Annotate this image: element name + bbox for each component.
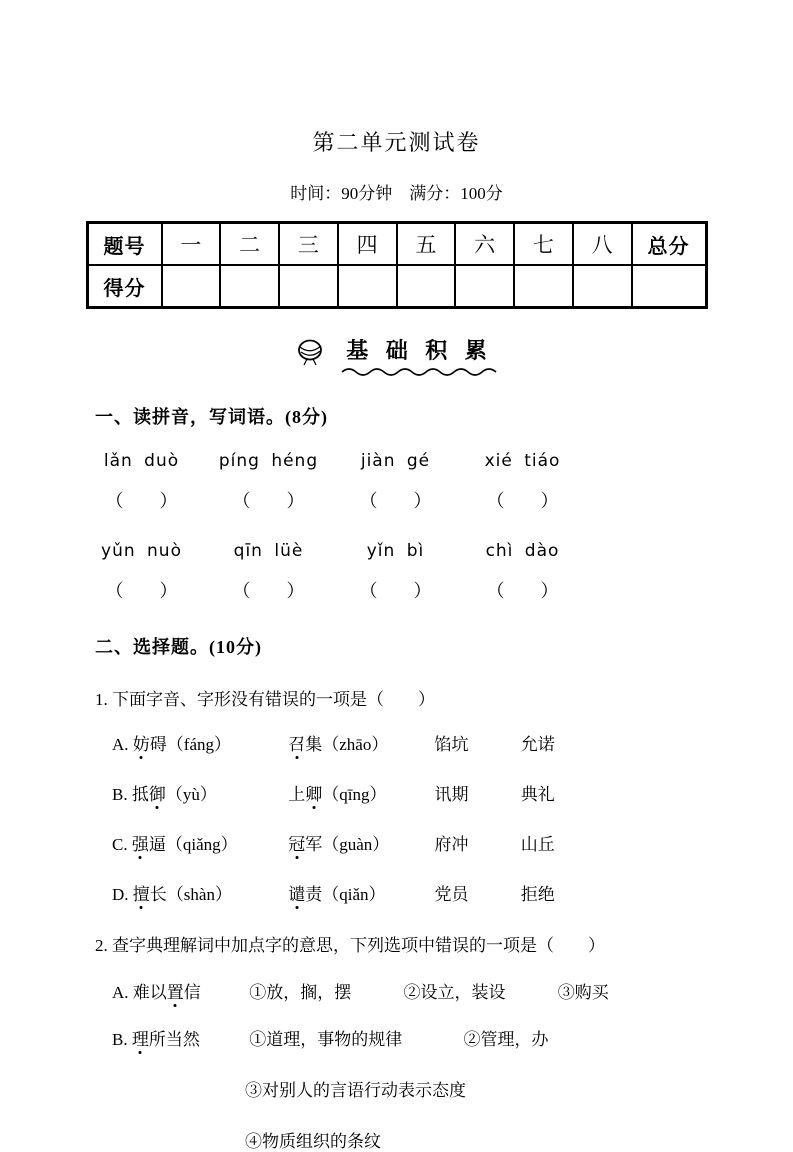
score-table-header-row xyxy=(87,223,706,266)
meaning-item: ②设立，装设 xyxy=(403,983,506,1002)
section-title: 基 础 积 累 xyxy=(346,338,493,363)
answer-blank: （ ） xyxy=(232,581,305,601)
score-cell xyxy=(220,265,279,308)
sub-question-2-title: 2. 查字典理解词中加点字的意思，下列选项中错误的一项是（ ） xyxy=(95,936,605,955)
score-table-header-cell: 四 xyxy=(338,223,397,266)
score-table-score-row xyxy=(87,265,706,308)
score-table-header-cell: 总分 xyxy=(632,223,707,266)
score-cell xyxy=(632,265,707,308)
score-table-header-cell: 六 xyxy=(455,223,514,266)
meaning-item: ②管理，办 xyxy=(463,1030,549,1049)
pinyin-item: xié tiáo xyxy=(484,451,561,471)
score-cell xyxy=(162,265,221,308)
meaning-item: ③购买 xyxy=(557,983,609,1002)
option-item: 府冲 xyxy=(434,835,469,854)
score-table-header-cell: 题号 xyxy=(87,223,162,266)
score-cell xyxy=(514,265,573,308)
meaning-row-a xyxy=(112,978,793,1003)
score-table-header-cell: 八 xyxy=(573,223,632,266)
answer-blank: （ ） xyxy=(359,491,432,511)
option-item: 典礼 xyxy=(520,785,555,804)
meaning-continuation: ③对别人的言语行动表示态度 xyxy=(245,1081,466,1100)
option-item: A. 妨碍（fáng） xyxy=(112,730,284,755)
answer-blank: （ ） xyxy=(105,491,178,511)
option-row-b xyxy=(112,780,793,805)
pinyin-item: yǔn nuò xyxy=(101,541,182,561)
score-row-label: 得分 xyxy=(87,265,162,308)
option-item: 党员 xyxy=(434,885,469,904)
meaning-item: ①道理，事物的规律 xyxy=(249,1030,403,1049)
score-cell xyxy=(338,265,397,308)
pinyin-row-1 xyxy=(78,451,793,471)
score-table xyxy=(86,221,708,309)
wavy-underline xyxy=(340,367,500,377)
score-table-header-cell: 五 xyxy=(397,223,456,266)
answer-blank: （ ） xyxy=(486,491,559,511)
score-table-header-cell: 二 xyxy=(220,223,279,266)
answer-blank: （ ） xyxy=(359,581,432,601)
choice-options xyxy=(112,730,793,905)
answer-blank: （ ） xyxy=(105,581,178,601)
pinyin-item: lǎn duò xyxy=(103,451,180,471)
exam-meta: 时间：90分钟 满分：100分 xyxy=(290,184,503,203)
score-table-header-cell: 七 xyxy=(514,223,573,266)
score-table-header-cell: 三 xyxy=(279,223,338,266)
answer-blank-row-2 xyxy=(78,577,793,603)
answer-blank: （ ） xyxy=(486,581,559,601)
option-item: 冠军（guàn） xyxy=(288,830,430,855)
option-item: 馅坑 xyxy=(434,735,469,754)
pinyin-item: yǐn bì xyxy=(366,541,425,561)
score-cell xyxy=(455,265,514,308)
section-title-wrap xyxy=(340,334,500,377)
answer-blank: （ ） xyxy=(232,491,305,511)
option-row-c xyxy=(112,830,793,855)
meaning-word: B. 理所当然 xyxy=(112,1025,245,1050)
score-table-header-cell: 一 xyxy=(162,223,221,266)
option-item: C. 强逼（qiǎng） xyxy=(112,830,284,855)
score-cell xyxy=(573,265,632,308)
option-item: 允诺 xyxy=(520,735,555,754)
option-item: 讯期 xyxy=(434,785,469,804)
question-two-title: 二、选择题。(10分) xyxy=(95,637,262,657)
pinyin-item: chì dào xyxy=(485,541,560,561)
pinyin-item: qīn lüè xyxy=(233,541,304,561)
option-row-d xyxy=(112,880,793,905)
section-banner xyxy=(0,334,793,377)
answer-blank-row-1 xyxy=(78,487,793,513)
option-item: 上卿（qīng） xyxy=(288,780,430,805)
option-row-a xyxy=(112,730,793,755)
question-one-title: 一、读拼音，写词语。(8分) xyxy=(95,407,328,427)
meaning-word: A. 难以置信 xyxy=(112,978,245,1003)
pinyin-row-2 xyxy=(78,541,793,561)
page-title: 第二单元测试卷 xyxy=(312,130,481,155)
option-item: B. 抵御（yù） xyxy=(112,780,284,805)
meaning-item: ①放，搁，摆 xyxy=(249,983,352,1002)
option-item: 谴责（qiǎn） xyxy=(288,880,430,905)
option-item: 召集（zhāo） xyxy=(288,730,430,755)
option-item: 拒绝 xyxy=(520,885,555,904)
pinyin-item: píng héng xyxy=(218,451,319,471)
score-cell xyxy=(279,265,338,308)
option-item: D. 擅长（shàn） xyxy=(112,880,284,905)
sub-question-1-title: 1. 下面字音、字形没有错误的一项是（ ） xyxy=(95,690,435,709)
score-cell xyxy=(397,265,456,308)
pinyin-item: jiàn gé xyxy=(360,451,431,471)
meaning-continuation: ④物质组织的条纹 xyxy=(245,1132,381,1151)
spinning-top-icon xyxy=(294,338,330,373)
meaning-row-b xyxy=(112,1025,793,1050)
option-item: 山丘 xyxy=(520,835,555,854)
